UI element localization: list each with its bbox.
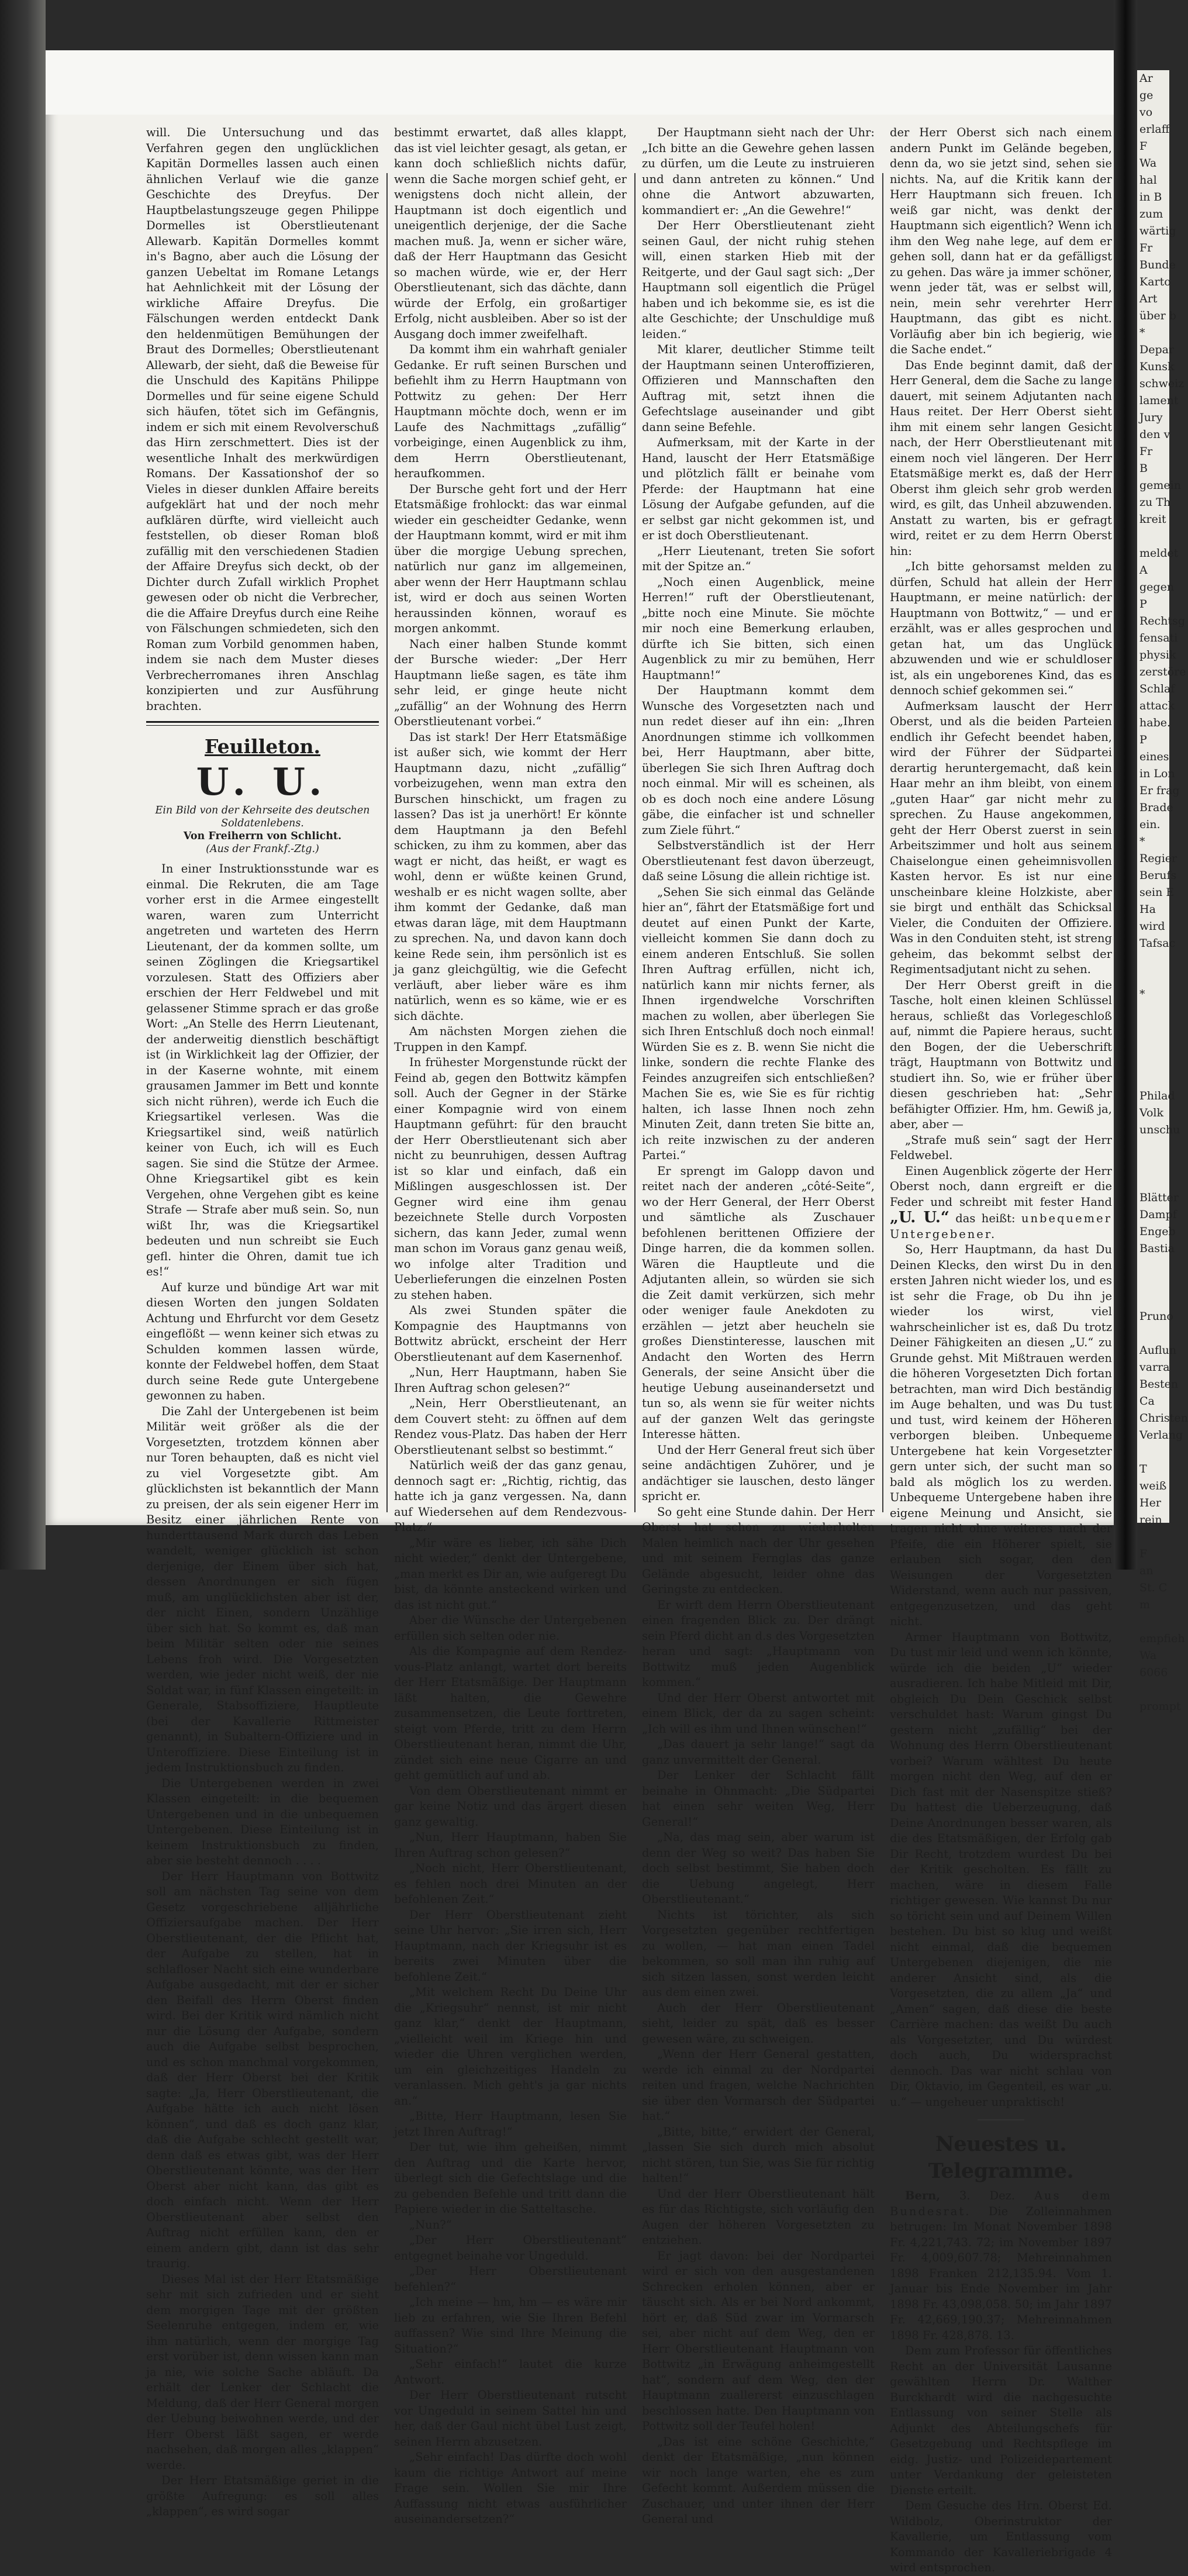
adjacent-page-fragment: Verlang	[1139, 1429, 1183, 1442]
adjacent-page-fragment: Wa	[1139, 1649, 1157, 1662]
adjacent-page-fragment: den v	[1139, 428, 1170, 441]
adjacent-page-fragment: vo	[1139, 106, 1153, 119]
story-paragraph: Das Ende beginnt damit, daß der Herr General, dem die Sache zu lange dauert, mit seinem Adjutanten nach Haus reitet. Der Herr Oberst sieht ihm mit einem sehr langen Gesicht nach, der Herr Oberstlieutenant mit einem noch viel längeren. Der Herr Etatsmäßige merkt es, daß der Herr Oberst ihm gleich sehr grob werden wird, es gilt, das Unheil abzuwenden. Anstatt zu warten, bis er gefragt wird, reitet er zu dem Herrn Oberst hin:	[890, 358, 1112, 558]
adjacent-page-fragment: P	[1139, 733, 1147, 746]
story-paragraph: „Das ist eine schöne Geschichte,“ denkt der Etatsmäßige, „nun können wir noch lange warten, ehe es zum Gefecht kommt. Außerdem müssen die Zuschauer, und unter ihnen der Herr General und	[642, 2434, 875, 2526]
adjacent-page-fragment	[1137, 1156, 1169, 1173]
adjacent-page-fragment: fensati	[1139, 632, 1178, 644]
adjacent-page-fragment: Ar	[1139, 72, 1153, 85]
adjacent-page-fragment	[1137, 969, 1169, 986]
adjacent-page-fragment: Art	[1139, 292, 1158, 305]
adjacent-page-fragment: A	[1139, 564, 1148, 577]
section-divider	[146, 721, 379, 723]
adjacent-page-fragment: Er frag	[1139, 784, 1180, 797]
column-rule	[634, 173, 636, 1512]
adjacent-page-fragment: B	[1139, 462, 1148, 475]
adjacent-page-fragment: Berufs	[1139, 869, 1177, 882]
adjacent-page-fragment: ein.	[1139, 818, 1161, 831]
adjacent-page-fragment: unschu	[1139, 1123, 1180, 1136]
story-paragraph: Da kommt ihm ein wahrhaft genialer Gedanke. Er ruft seinen Burschen und befiehlt ihm zu Herrn Hauptmann von Pottwitz zu gehen: Der Herr Hauptmann möchte doch, wenn er im Laufe des Nachmittags „zufällig“ vorbeiginge, einen Augenblick zu ihm, dem Herrn Oberstlieutenant, heraufkommen.	[394, 343, 627, 480]
adjacent-page-fragment: Ca	[1139, 1395, 1155, 1408]
adjacent-page-fragment: Karto	[1139, 275, 1171, 288]
adjacent-page-fragment: P	[1139, 598, 1147, 611]
story-paragraph: Die Untergebenen werden in zwei Klassen eingeteilt: in die bequemen Untergebenen und in die unbequemen Untergebenen. Diese Einteilung ist in keinem Instruktionsbuch zu finden, aber sie besteht dennoch . . . .	[146, 1776, 379, 1867]
news-item	[890, 2188, 1112, 2343]
story-paragraph: So, Herr Hauptmann, da hast Du Deinen Klecks, den wirst Du in den ersten Jahren nicht wieder los, und es ist sehr die Frage, ob Du ihn je wieder los wirst, viel wahrscheinlicher ist es, daß Du trotz Deiner Fähigkeiten an diesen „U.“ zu Grunde gehst. Mit Mißtrauen werden die höheren Vorgesetzten Dich fortan betrachten, man wird Dich beständig im Auge behalten, und was Du tust und tust, wird keinem der Höheren verborgen bleiben. Unbequeme Untergebene hat kein Vorgesetzter gern unter sich, der sucht man so bald als möglich los zu werden. Unbequeme Untergebene haben ihre eigene Meinung und Ansicht, sie tragen nicht ohne weiteres nach der Pfeife, die ein Höherer spielt, sie erlauben sich sogar, den den Weisungen der Vorgesetzten Widerstand, wenn auch nur passiven, entgegenzusetzen, und das geht nicht.	[890, 1243, 1112, 1628]
adjacent-page-fragment: 6066	[1139, 1666, 1168, 1679]
story-paragraph: „Ich bitte gehorsamst melden zu dürfen, Schuld hat allein der Herr Hauptmann, er meine natürlich: der Hauptmann von Bottwitz,“ — und er erzählt, was er alles gesprochen und getan hat, um das Unglück abzuwenden und wie er schuldloser ist, als ein ungeborenes Kind, das es dennoch schief gekommen sei.“	[890, 560, 1112, 697]
adjacent-page-fragment: *	[1139, 988, 1145, 1001]
story-paragraph: Er wirft dem Herrn Oberstlieutenant einen fragenden Blick zu. Der drängt sein Pferd dicht an d.s des Vorgesetzten heran und sagt: „Hauptmann von Bottwitz muß jeden Augenblick kommen.“	[642, 1598, 875, 1689]
adjacent-page-fragment: physik	[1139, 649, 1176, 661]
adjacent-page-fragment	[1137, 1613, 1169, 1630]
story-paragraph: Aufmerksam, mit der Karte in der Hand, lauscht der Herr Etatsmäßige und plötzlich fällt er beinahe vom Pferde: der Hauptmann hat eine Lösung der Aufgabe gefunden, auf die er selbst gar nicht gekommen ist, und er ist doch Oberstlieutenant.	[642, 436, 875, 542]
adjacent-page-fragment: wird	[1139, 920, 1165, 933]
adjacent-page-fragments	[1137, 70, 1188, 1715]
adjacent-page-fragment: T	[1139, 1463, 1147, 1475]
story-paragraph: „Herr Lieutenant, treten Sie sofort mit der Spitze an.“	[642, 544, 875, 573]
adjacent-page-fragment: Volk	[1139, 1106, 1164, 1119]
story-paragraph: Und der Herr Oberst antwortet mit einem Blick, der da zu sagen scheint: „Ich will es ihm und Ihnen wünschen!“	[642, 1691, 875, 1736]
story-paragraph: „Der Herr Oberstlieutenant“ entgegnet beinahe vor Ungeduld.	[394, 2233, 627, 2263]
story-byline: Von Freiherrn von Schlicht.	[183, 830, 342, 842]
story-paragraph: „Nein, Herr Oberstlieutenant, an dem Couvert steht: zu öffnen auf dem Rendez vous-Platz. Das haben der Herr Oberstlieutenant selbst so bestimmt.“	[394, 1396, 627, 1457]
adjacent-page-fragment	[1137, 1054, 1169, 1071]
adjacent-page-fragment: weiß	[1139, 1480, 1167, 1492]
story-paragraph: Natürlich weiß der das ganz genau, dennoch sagt er: „Richtig, richtig, das hatte ich ja ganz vergessen. Na, dann auf Wiedersehen auf dem Rendezvous-Platz.“	[394, 1458, 627, 1534]
story-paragraph: „Bitte, bitte,“ erwidert der General, „lassen Sie sich durch mich absolut nicht stören, tun Sie, was Sie für richtig halten!“	[642, 2125, 875, 2185]
story-paragraph: Von dem Oberstlieutenant nimmt er gar keine Notiz und das ärgert diesen ganz gewaltig.	[394, 1784, 627, 1829]
story-paragraph: bestimmt erwartet, daß alles klappt, das ist viel leichter gesagt, als getan, er kann doch schließlich nichts dafür, wenn die Sache morgen schief geht, er wenigstens doch nicht allein, der Hauptmann ist doch eigentlich und uneigentlich derjenige, der die Sache machen muß. Ja, wenn er sicher wäre, daß der Herr Hauptmann das Gesicht so machen würde, wie er, der Herr Oberstlieutenant, sich das dächte, dann würde der Erfolg, ein großartiger Erfolg, nicht ausbleiben. Aber so ist der Ausgang doch immer zweifelhaft.	[394, 126, 627, 341]
adjacent-page-fragment: Engeb	[1139, 1225, 1176, 1238]
column-3	[642, 125, 875, 2526]
story-paragraph: Am nächsten Morgen ziehen die Truppen in den Kampf.	[394, 1025, 627, 1054]
adjacent-page-fragment: prompt	[1139, 1700, 1181, 1713]
adjacent-page-fragment: Kunsk	[1139, 360, 1175, 373]
adjacent-page-fragment	[1137, 1257, 1169, 1274]
adjacent-page-fragment	[1137, 1325, 1169, 1342]
story-paragraph: Er sprengt im Galopp davon und reitet nach der anderen „côté-Seite“, wo der Herr General, der Herr Oberst und sämtliche als Zuschauer befohlenen berittenen Offiziere der Dinge harren, die da kommen sollen. Wären die Hauptleute und die Adjutanten allein, so würden sie sich die Zeit damit verkürzen, sich mehr oder weniger faule Anekdoten zu erzählen — jetzt aber heucheln sie großes Dienstinteresse, lauschen mit Andacht den Worten des Herrn Generals, der seine Ansicht über die heutige Uebung auseinandersetzt und tun so, als wenn sie für weiter nichts auf der ganzen Welt das geringste Interesse hätten.	[642, 1164, 875, 1441]
story-paragraph: Der Herr Oberst greift in die Tasche, holt einen kleinen Schlüssel heraus, schließt das Vorlegeschloß auf, nimmt die Papiere heraus, sucht den Bogen, der die Ueberschrift trägt, Hauptmann von Bottwitz und studiert ihn. So, wie er früher über diesen geschrieben hat: „Sehr befähigter Offizier. Hm, hm. Gewiß ja, aber, aber —	[890, 978, 1112, 1131]
story-paragraph: Selbstverständlich ist der Herr Oberstlieutenant fest davon überzeugt, daß seine Lösung die allein richtige ist.	[642, 839, 875, 883]
story-source: (Aus der Frankf.-Ztg.)	[206, 843, 319, 855]
story-paragraph: Und der Herr Oberstlieutenant hält es für das Richtigste, sich vorläufig den Augen der höheren Vorgesetzten zu entziehen.	[642, 2187, 875, 2247]
adjacent-page-fragment	[1137, 1071, 1169, 1088]
adjacent-page-fragment	[1137, 952, 1169, 969]
page-top-margin	[46, 50, 1114, 115]
adjacent-page-fragment	[1137, 1139, 1169, 1156]
adjacent-page-fragment: F	[1139, 1547, 1148, 1560]
story-paragraph	[890, 1164, 1112, 1243]
story-paragraph: In frühester Morgenstunde rückt der Feind ab, gegen den Bottwitz kämpfen soll. Auch der Gegner in der Stärke einer Kompagnie wird von einem Hauptmann geführt: für den braucht der Herr Oberstlieutenant sich aber nicht zu beunruhigen, dessen Auftrag ist so klar und einfach, daß ein Mißlingen ausgeschlossen ist. Der Gegner wird eine ihm genau bezeichnete Stelle durch Vorposten sichern, das kann Jeder, zumal wenn man schon im Voraus ganz genau weiß, wo infolge alter Tradition und Ueberlieferungen die einzelnen Posten zu stehen haben.	[394, 1056, 627, 1302]
adjacent-page-fragment: ge	[1139, 89, 1154, 102]
adjacent-page-edge	[1137, 70, 1188, 1713]
story-paragraph: der Herr Oberst sich nach einem andern Punkt im Gelände begeben, denn da, wo sie jetzt sind, sehen sie nichts. Na, auf die Kritik kann der Herr Hauptmann sich freuen. Ich weiß gar nicht, was denkt der Hauptmann sich eigentlich? Wenn ich ihm den Weg nahe lege, auf dem er gehen soll, dann hat er da gefälligst zu gehen. Das wäre ja immer schöner, wenn jeder tät, was er selbst will, nein, mein sehr verehrter Herr Hauptmann, das gibt es nicht. Vorläufig aber bin ich begierig, wie die Sache endet.“	[890, 126, 1112, 356]
adjacent-page-fragment: Besten	[1139, 1378, 1179, 1391]
news-place: Bern,	[905, 2189, 941, 2202]
story-paragraph: Der Herr Oberstlieutenant rutscht vor Ungeduld in seinem Sattel hin und her, daß der Gaul nicht übel Lust zeigt, seinen Herrn abzusetzen.	[394, 2388, 627, 2449]
story-paragraph: „Sehr einfach!“ lautet die kurze Antwort.	[394, 2357, 627, 2387]
adjacent-page-fragment	[1137, 1529, 1169, 1546]
adjacent-page-fragment	[1137, 1173, 1169, 1189]
adjacent-page-fragment	[1137, 1037, 1169, 1054]
news-heading: Neuestes u. Telegramme.	[928, 2132, 1074, 2183]
story-paragraph: „Sehen Sie sich einmal das Gelände hier an“, fährt der Etatsmäßige fort und deutet auf einen Punkt der Karte, vielleicht kommen Sie dann doch zu einem anderen Entschluß. Sie sollen Ihren Auftrag erfüllen, nicht ich, natürlich kann mir nichts ferner, als Ihnen irgendwelche Vorschriften machen zu wollen, aber überlegen Sie sich Ihren Entschluß doch noch einmal! Würden Sie es z. B. wenn Sie nicht die linke, sondern die rechte Flanke des Feindes anzugreifen sich entschließen? Machen Sie es, wie Sie es für richtig halten, ich lasse Ihnen noch zehn Minuten Zeit, dann treten Sie bitte an, ich reite inzwischen zu der anderen Partei.“	[642, 885, 875, 1162]
story-paragraph: Aufmerksam lauscht der Herr Oberst, und als die beiden Parteien endlich ihr Gefecht beendet haben, wird der Führer der Südpartei derartig heruntergemacht, daß kein Haar mehr an ihm bleibt, von einem „guten Haar“ gar nicht mehr zu sprechen. Zu Hause angekommen, geht der Herr Oberst zuerst in sein Arbeitszimmer und holt aus seinem Chaiselongue einen geheimnisvollen Kasten hervor. Es ist nur eine unscheinbare kleine Holzkiste, aber sie birgt und enthält das Schicksal Vieler, die Conduiten der Offiziere. Was in den Conduiten steht, ist streng geheim, das bekommt selbst der Regimentsadjutant nicht zu sehen.	[890, 699, 1112, 976]
adjacent-page-fragment	[1137, 1274, 1169, 1291]
story-paragraph: „Mir wäre es lieber, ich sähe Dich nicht wieder,“ denkt der Untergebene, „man merkt es Dir an, wie aufgeregt Du bist, da könnte ansteckend wirken und das ist nicht gut.“	[394, 1536, 627, 1612]
adjacent-page-fragment: Auflun	[1139, 1344, 1177, 1357]
adjacent-page-fragment: Tafsac	[1139, 937, 1176, 950]
uu-mark: „U. U.“	[890, 1209, 949, 1226]
story-paragraph: So geht eine Stunde dahin. Der Herr Oberst hat schon zu wiederholten Malen heimlich nach der Uhr gesehen und mit seinem Fernglas das ganze Gelände abgesucht, leider ohne das Geringste zu entdecken.	[642, 1505, 875, 1596]
news-date: 3. Dez.	[959, 2189, 1016, 2202]
adjacent-page-fragment: Her	[1139, 1496, 1161, 1509]
adjacent-page-fragment: in Lon	[1139, 767, 1175, 780]
column-rule	[386, 173, 388, 1512]
news-item: Dem zum Professor für öffentliches Recht an der Universität Lausanne gewählten Herrn Dr. Walther Burckhardt wird die nachgesuchte Entlassung von seiner Stelle als Adjunkt des Abteilungschefs für Gesetzgebung und Rechtspflege im eidg. Justiz- und Polizeidepartement unter Verdankung der geleisteten Dienste erteilt.	[890, 2344, 1112, 2497]
adjacent-page-fragment	[1137, 1681, 1169, 1698]
story-end-rule	[978, 2119, 1024, 2120]
adjacent-page-fragment: Fr	[1139, 445, 1153, 458]
story-paragraph: Und der Herr General freut sich über seine andächtigen Zuhörer, und je andächtiger sie lauschen, desto länger spricht er.	[642, 1443, 875, 1503]
adjacent-page-fragment: *	[1139, 835, 1145, 848]
adjacent-page-fragment: zerstöre	[1139, 665, 1186, 678]
story-paragraph: „Ich meine — hm, hm — es wäre mir lieb zu erfahren, wie Sie Ihren Befehl auffassen? Wie sind Ihre Meinung die Situation?“	[394, 2295, 627, 2356]
story-text: das heißt:	[955, 1212, 1016, 1225]
story-paragraph: „Nun, Herr Hauptmann, haben Sie Ihren Auftrag schon gelesen?“	[394, 1830, 627, 1860]
column-2	[394, 125, 627, 2526]
adjacent-page-fragment: lament	[1139, 394, 1179, 407]
story-paragraph: „Wenn der Herr General gestatten, werde ich einmal zu der Nordpartei reiten und fragen, welche Nachrichten sie über den Vormarsch der Südpartei hat.“	[642, 2047, 875, 2123]
story-paragraph: In einer Instruktionsstunde war es einmal. Die Rekruten, die am Tage vorher erst in die Armee eingestellt waren, waren zum Unterricht angetreten und warteten des Herrn Lieutenant, der da kommen sollte, um seinen Zöglingen die Kriegsartikel vorzulesen. Statt des Offiziers aber erschien der Herr Feldwebel und mit gelassener Stimme sprach er das große Wort: „An Stelle des Herrn Lieutenant, der anderweitig dienstlich beschäftigt ist (in Wirklichkeit lag der Offizier, der in der Kaserne wohnte, mit einem grausamen Jammer im Bett und konnte sich nicht rühren), werde ich Euch die Kriegsartikel verlesen. Was die Kriegsartikel sind, weiß natürlich keiner von Euch, ich will es Euch sagen. Sie sind die Stütze der Armee. Ohne Kriegsartikel gibt es kein Vergehen, ohne Vergehen gibt es keine Strafe — Strafe aber muß sein. So, nun wißt Ihr, was die Kriegsartikel bedeuten und nun schreibt sie Euch gefl. hinter die Ohren, damit tue ich es!“	[146, 862, 379, 1278]
story-text: Einen Augenblick zögerte der Herr Oberst noch, dann ergreift er die Feder und schreibt mit fester Hand	[890, 1164, 1112, 1209]
story-paragraph: Der tut, wie ihm geheißen, nimmt den Auftrag und die Karte hervor, überlegt sich die Gefechtslage und die zu gebenden Befehle und tritt dann die Papiere wieder in die Satteltasche.	[394, 2140, 627, 2216]
story-paragraph: Der Lenker der Schlacht fällt beinahe in Ohnmacht: „Die Südpartei hat einen sehr weiten Weg, Herr General!“	[642, 1768, 875, 1829]
adjacent-page-fragment: Dampf	[1139, 1208, 1177, 1221]
adjacent-page-fragment: Jury	[1139, 411, 1163, 424]
book-spine-edge	[0, 0, 46, 1570]
adjacent-page-fragment: zum	[1139, 208, 1163, 220]
adjacent-page-fragment: St. C	[1139, 1581, 1168, 1594]
story-paragraph: Der Herr Oberstlieutenant zieht seinen Gaul, der nicht ruhig stehen will, einen starken Hieb mit der Reitgerte, und der Gaul sagt sich: „Der Hauptmann soll eigentlich die Prügel haben und ich bekomme sie, es ist die alte Geschichte; der Unschuldige muß leiden.“	[642, 219, 875, 341]
story-paragraph: Auf kurze und bündige Art war mit diesen Worten den jungen Soldaten Achtung und Ehrfurcht vor dem Gesetz eingeflößt — wenn keiner sich etwas zu Schulden kommen lassen würde, konnte der Feldwebel hoffen, dem Staat durch seine Rede gute Untergebene gewonnen zu haben.	[146, 1280, 379, 1402]
story-paragraph: „Sehr einfach! Das dürfte doch wohl kaum die richtige Antwort auf meine Frage sein. Wollen Sie mir Ihre Auffassung nicht etwas ausführlicher auseinandersetzen?“	[394, 2450, 627, 2526]
adjacent-page-fragment: Bastia	[1139, 1242, 1175, 1255]
story-paragraph: „Der Herr Oberstlieutenant befehlen?“	[394, 2264, 627, 2294]
adjacent-page-fragment	[1137, 528, 1169, 545]
adjacent-page-fragment: Schlaf	[1139, 682, 1175, 695]
adjacent-page-fragment: habe.	[1139, 716, 1171, 729]
adjacent-page-fragment: rein	[1139, 1513, 1162, 1526]
story-paragraph: Der Herr Oberstlieutenant zieht seine Uhr hervor: „Sie irren sich, Herr Hauptmann, nach der Kriegsuhr ist es bereits zwei Minuten über die befohlene Zeit.“	[394, 1908, 627, 1984]
adjacent-page-fragment	[1137, 1444, 1169, 1461]
section-divider-thin	[146, 725, 379, 726]
news-item: Dem Gesuche des Hrn. Oberst Ed. Wildbolz, Oberinstruktor der Kavallerie, um Entlassung vom Kommando der Kavalleriebrigade 4 wird entsprochen.	[890, 2499, 1112, 2574]
adjacent-page-fragment	[1137, 1291, 1169, 1308]
adjacent-page-fragment: Regier	[1139, 852, 1177, 865]
adjacent-page-fragment: sein E	[1139, 886, 1175, 899]
uu-meaning: unbequemer Untergebener.	[890, 1212, 1113, 1241]
adjacent-page-fragment: eines	[1139, 750, 1169, 763]
story-paragraph: „Mit welchem Recht Du Deine Uhr die „Kriegsuhr“ nennst, ist mir nicht ganz klar,“ denkt der Hauptmann, „vielleicht weil im Kriege hin und wieder die Uhren verglichen werden, um ein gleichzeitiges Handeln zu veranlassen. Mich geht's ja gar nichts an.“	[394, 1985, 627, 2108]
adjacent-page-fragment: über b	[1139, 309, 1176, 322]
story-subtitle: Ein Bild von der Kehrseite des deutschen Soldatenlebens.	[155, 805, 370, 829]
story-paragraph: Auch der Herr Oberstlieutenant sieht, leider zu spät, daß es besser gewesen wäre, zu schweigen.	[642, 2001, 875, 2046]
story-paragraph: Als zwei Stunden später die Kompagnie des Hauptmanns von Bottwitz abrückt, erscheint der Herr Oberstlieutenant auf dem Kasernenhof.	[394, 1303, 627, 1364]
story-paragraph: „Noch nicht, Herr Oberstlieutenant, es fehlen noch drei Minuten an der befohlenen Zeit.“	[394, 1861, 627, 1906]
story-paragraph: „Noch einen Augenblick, meine Herren!“ ruft der Oberstlieutenant, „bitte noch eine Minute. Sie möchte mir noch eine Bemerkung erlauben, dürfte ich Sie bitten, sich einen Augenblick zu mir zu bemühen, Herr Hauptmann!“	[642, 575, 875, 682]
story-paragraph: Nach einer halben Stunde kommt der Bursche wieder: „Der Herr Hauptmann ließe sagen, es täte ihm sehr leid, er ginge heute nicht „zufällig“ an der Wohnung des Herrn Oberstlieutenant vorbei.“	[394, 637, 627, 728]
adjacent-page-fragment: Ha	[1139, 903, 1156, 916]
story-title: U. U.	[196, 760, 329, 804]
adjacent-page-fragment: Blätter	[1139, 1191, 1179, 1204]
story-paragraph: Mit klarer, deutlicher Stimme teilt der Hauptmann seinen Unteroffizieren, Offizieren und Mannschaften den Auftrag mit, setzt ihnen die Gefechtslage auseinander und gibt dann seine Befehle.	[642, 343, 875, 434]
story-paragraph: Der Hauptmann kommt dem Wunsche des Vorgesetzten nach und nun redet dieser auf ihn ein: „Ihren Anordnungen stimme ich vollkommen bei, Herr Hauptmann, aber bitte, überlegen Sie sich Ihren Auftrag doch noch einmal. Mir will es scheinen, als ob es doch noch eine andere Lösung gäbe, die einfacher ist und schneller zum Ziele führt.“	[642, 684, 875, 837]
adjacent-page-fragment: Brade	[1139, 801, 1173, 814]
adjacent-page-fragment: varra	[1139, 1361, 1170, 1374]
story-paragraph: Aber die Wünsche der Untergebenen erfüllen sich selten oder nie.	[394, 1613, 627, 1643]
adjacent-page-fragment: erlaff	[1139, 123, 1170, 136]
story-paragraph: „Na, das mag sein, aber warum ist denn der Weg so weit? Das haben Sie doch selbst bestimmt, Sie haben doch die Uebung angelegt, Herr Oberstlieutenant.“	[642, 1830, 875, 1906]
story-paragraph: Die Zahl der Untergebenen ist beim Militär weit größer als die der Vorgesetzten, trotzdem können aber nur Toren behaupten, daß es nicht viel zu viel Vorgesetzte gibt. Am glücklichsten ist bekanntlich der Mann zu preisen, der als sein eigener Herr im Besitz einer jährlichen Rente von hunderttausend Mark durch das Leben wandelt, weniger glücklich ist schon derjenige, der Einem über sich hat, dessen Anordnungen er sich fügen muß, am unglücklichsten aber ist der, der nicht Einen, sondern Unzählige über sich hat. So kommt es, daß man beim Militär selten oder nie seines Lebens froh wird. Die Vorgesetzten werden, wie jeder nicht weiß, der nie Soldat war, in fünf Klassen eingeteilt: in Generale, Stabsoffiziere, Hauptleute (bei der Kavallerie Rittmeister genannt), in Subaltern-Offiziere und in Unteroffiziere. Diese Einteilung ist in jedem Instruktionsbuch zu finden.	[146, 1404, 379, 1774]
adjacent-page-fragment: wärtig	[1139, 225, 1176, 237]
adjacent-page-fragment: Bunde	[1139, 258, 1176, 271]
story-paragraph: „Strafe muß sein“ sagt der Herr Feldwebel.	[890, 1133, 1112, 1162]
news-text: Die Zolleinnahmen betrugen: Im Monat November 1898 Fr. 4,221,743. 72; im November 1897 Fr. 4,009,607.78; Mehreinnahmen 1898 Franken 212,135.94. Vom 1. Januar bis Ende November im Jahr 1898 Fr. 43,098,058. 50; im Jahr 1897 Fr. 42,669,190.37; Mehreinnahmen 1898 Fr. 428,878. 13.	[890, 2204, 1112, 2342]
story-paragraph: Nichts ist törichter, als sich Vorgesetzten gegenüber rechtfertigen zu wollen, — hat man einen Tadel bekommen, so soll man ihn ruhig auf sich sitzen lassen, sonst werden leicht aus dem einen zwei.	[642, 1908, 875, 1999]
column-4	[890, 125, 1113, 2574]
adjacent-page-fragment: attack	[1139, 699, 1175, 712]
adjacent-page-fragment	[1137, 1020, 1169, 1037]
story-paragraph: Der Herr Etatsmäßige geriet in die größte Aufregung: es soll alles „klappen“, es wird sogar	[146, 2474, 379, 2518]
newspaper-page	[46, 50, 1114, 2574]
adjacent-page-fragment: *	[1139, 326, 1145, 339]
feuilleton-heading: Feuilleton.	[205, 735, 320, 758]
adjacent-page-fragment: empfieh	[1139, 1632, 1185, 1645]
story-paragraph: „Das dauert ja sehr lange!“ sagt da ganz unvermittelt der General.	[642, 1737, 875, 1767]
adjacent-page-fragment: in B	[1139, 191, 1162, 204]
story-paragraph: Er jagt davon: bei der Nordpartei wird er sich von den ausgestandenen Schrecken erholen können, aber er täuscht sich. Als er bei Nord ankommt, hört er, daß Süd zwar im Vormarsch sei, aber nicht auf dem Weg, den er Herr Oberstlieutenant Hauptmann von Bottwitz „in Erwägung anheimgestellt hat“, sondern auf dem Weg, den der Hauptmann zuallererst einzuschlagen beschlossen hatte. Den Hauptmann von Pottwitz soll der Teufel holen!	[642, 2249, 875, 2433]
adjacent-page-fragment: hal	[1139, 174, 1157, 187]
story-paragraph: Das ist stark! Der Herr Etatsmäßige ist außer sich, wie kommt der Herr Hauptmann dazu, nicht „zufällig“ vorbeizugehen, wenn man extra den Burschen hinschickt, um fragen zu lassen? Das ist ja unerhört! Er könnte dem Hauptmann ja den Befehl schicken, zu ihm zu kommen, aber das wagt er nicht, das heißt, er wagt es wohl, denn er wüßte keinen Grund, weshalb er es nicht wagen sollte, aber ihm kommt der Gedanke, daß man etwas daran läge, mit dem Hauptmann zu sprechen. Na, und davon kann doch keine Rede sein, ihm persönlich ist es ja ganz gleichgültig, wie die Gefecht verläuft, aber lieber wäre es ihm natürlich, wenn es so käme, wie er es sich dächte.	[394, 730, 627, 1023]
story-paragraph: Armer Hauptmann von Bottwitz, Du tust mir leid und wenn ich könnte, würde ich die beiden „U“ wieder ausradieren. Ich habe Mitleid mit Dir, obgleich Du Dein Geschick selbst verschuldet hast: Warum gingst Du gestern nicht „zufällig“ bei der Wohnung des Herrn Oberstlieutenant vorbei? Warum wähltest Du heute morgen nicht den Weg, auf den er Dich fast mit der Nasenspitze stieß? Du hattest die Ueberzeugung, daß Deine Anordnungen besser waren, als die des Etatsmäßigen, der Erfolg gab Dir Recht, trotzdem wurdest Du bei der Kritik gescholten. Es fällt zu machen, wäre in diesem Falle richtiger gewesen. Wie kannst Du nur so töricht sein und auf Deinem Willen bestehen. Du bist so klug und weißt nicht einmal, daß die bequemen Untergebenen diejenigen, die nie anderer Ansicht sind, als die Vorgesetzten, die zu allem „Ja“ und „Amen“ sagen, daß diese die beste Carrière machen: das weißt Du auch als Vorgesetzter, und Du würdest doch auch, Du widersprachst dennoch. Das war nicht schlau von Dir, Oktavio, im Gegenteil, es war „u. u.“ — ungeheuer unpraktisch!	[890, 1630, 1112, 2109]
adjacent-page-fragment: Philad	[1139, 1089, 1175, 1102]
adjacent-page-fragment	[1137, 1003, 1169, 1020]
adjacent-page-fragment: an	[1139, 1564, 1154, 1577]
column-1	[146, 125, 379, 2518]
story-paragraph: „Nun?“	[409, 2218, 452, 2232]
adjacent-page-fragment: F	[1139, 140, 1148, 153]
adjacent-page-fragment: meldet	[1139, 547, 1179, 560]
story-paragraph: Der Herr Hauptmann von Bottwitz soll am nächsten Tag seine von dem Gesetz vorgeschriebene alljährliche Offiziersaufgabe machen. Der Herr Oberstlieutenant, der die Pflicht hat, der Aufgabe zu stellen, hat in schlafloser Nacht sich eine wunderbare Aufgabe ausgedacht, mit der er sicher den Beifall des Herrn Oberst finden wird. Bei der Kritik wird nämlich nicht nur die Lösung der Aufgabe, sondern auch die Aufgabe selbst besprochen, und es schon manchmal vorgekommen, daß der Herr Oberst bei der Kritik sagte: „Ja, Herr Oberstlieutenant, die Aufgabe hätte ich auch nicht lösen können“, und daß es doch ganz klar, daß die Aufgabe schlecht gestellt war, denn daß es etwas gibt, was der Herr Oberstlieutenant könnte, was der Herr Oberst aber nicht kann, das gibt es doch einfach nicht. Wenn der Herr Oberstlieutenant aber selbst den Auftrag nicht erfüllen kann, den er einem andern gibt, dann ist das sehr traurig.	[146, 1869, 379, 2270]
adjacent-page-fragment: schweiz	[1139, 377, 1184, 390]
adjacent-page-fragment: Fr	[1139, 242, 1153, 254]
adjacent-page-fragment: kreit	[1139, 513, 1166, 526]
column-rule	[882, 173, 883, 1512]
adjacent-page-fragment: Rechtsg	[1139, 615, 1185, 627]
story-paragraph: Der Hauptmann sieht nach der Uhr: „Ich bitte an die Gewehre gehen lassen zu dürfen, um die Leute zu instruieren und dann antreten zu können.“ Und ohne die Antwort abzuwarten, kommandiert er: „An die Gewehre!“	[642, 126, 875, 217]
adjacent-page-fragment: zu Th	[1139, 496, 1171, 509]
adjacent-page-fragment: Depar	[1139, 343, 1175, 356]
book-gutter	[1114, 0, 1137, 1570]
story-paragraph: Als die Kompagnie auf dem Rendez-vous-Platz anlangt, wartet dort bereits der Herr Etatsmäßige. Der Hauptmann läßt halten, die Gewehre zusammensetzen, die Leute forttreten, steigt vom Pferde, tritt zu dem Herrn Oberstlieutenant heran, nimmt die Uhr, zündet sich eine neue Cigarre an und geht gemütlich auf und ab.	[394, 1644, 627, 1782]
adjacent-page-fragment: Pruno	[1139, 1310, 1173, 1323]
news-subject: Aus dem Bundesrat.	[890, 2189, 1112, 2218]
story-paragraph: Der Bursche geht fort und der Herr Etatsmäßige frohlockt: das war einmal wieder ein gescheidter Gedanke, wenn der Hauptmann kommt, wird er mit ihm über die morgige Uebung sprechen, natürlich nur ganz im allgemeinen, aber wenn der Herr Hauptmann schlau ist, wird er doch aus seinen Worten heraussinden können, worauf es morgen ankommt.	[394, 482, 627, 635]
adjacent-page-fragment: Christen	[1139, 1412, 1188, 1425]
adjacent-page-fragment: Wa	[1139, 157, 1157, 170]
story-paragraph: Dieses Mal ist der Herr Etatsmäßige sehr mit sich zufrieden und er sieht dem morgigen Tage mit der größten Seelenruhe entgegen, indem er, wie ihm natürlich, wenn der morgige Tag erst vorüber ist, denn wissen kann man ja nie, wie solche Sache abläuft. Da erhält der Lenker der Schlacht die Meldung, daß der Herr General morgen der Uebung beiwohnen werde, und der Herr Oberst läßt sagen, er werde nachsehen, daß morgen alles „klappen“ werde.	[146, 2272, 379, 2472]
article-dreyfus-ending: will. Die Untersuchung und das Verfahren gegen den unglücklichen Kapitän Dormelles lassen auch einen ähnlichen Verlauf wie die ganze Geschichte des Dreyfus. Der Hauptbelastungszeuge gegen Philippe Dormelles ist Oberstlieutenant Allewarb. Kapitän Dormelles kommt in's Bagno, aber auch die Lösung der ganzen Uebeltat im Romane Letangs hat Aehnlichkeit mit der Lösung der wirkliche Affaire Dreyfus. Die Fälschungen werden entdeckt Dank den heldenmütigen Bemühungen der Braut des Dormelles; Oberstlieutenant Allewarb, der sieht, daß die Beweise für die Unschuld des Kapitäns Philippe Dormelles und für seine eigene Schuld sich häufen, tötet sich im Gefängnis, indem er sich mit einem Revolverschuß das Hirn zerschmettert. Dies ist der wesentliche Inhalt des merkwürdigen Romans. Der Kassationshof der so Vieles in dieser dunklen Affaire bereits aufgeklärt hat und der noch mehr aufklären dürfte, wird vielleicht auch feststellen, ob dieser Roman bloß zufällig mit den verschiedenen Stadien der Affaire Dreyfus sich deckt, ob der Dichter durch Zufall wirklich Prophet gewesen oder ob nicht die Verbrecher, die die Affaire Dreyfus durch eine Reihe von Fälschungen schmiedeten, sich den Roman zum Vorbild genommen haben, indem sie nach dem Muster dieses Verbrecherromanes ihren Anschlag konzipierten und zur Ausführung brachten.	[146, 126, 379, 713]
adjacent-page-fragment: m	[1139, 1598, 1151, 1611]
adjacent-page-fragment: gegen	[1139, 581, 1175, 594]
story-paragraph: „Nun, Herr Hauptmann, haben Sie Ihren Auftrag schon gelesen?“	[394, 1365, 627, 1395]
adjacent-page-fragment: gemein	[1139, 479, 1181, 492]
story-paragraph: „Bitte, Herr Hauptmann, lesen Sie jetzt Ihren Auftrag!“	[394, 2109, 627, 2139]
